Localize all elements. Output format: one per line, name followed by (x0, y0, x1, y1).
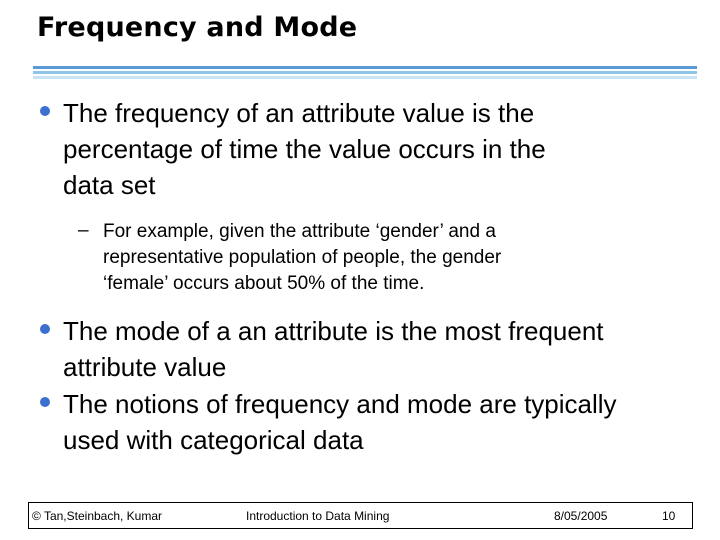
title-underline-mid (33, 71, 697, 74)
bullet-dot-icon (40, 397, 50, 407)
title-underline-dark (33, 66, 697, 69)
sub-bullet-dash: – (78, 220, 89, 241)
bullet-text: The frequency of an attribute value is the percentage of time the value occurs in the data set (63, 98, 546, 200)
bullet-text: The notions of frequency and mode are typically used with categorical data (63, 389, 617, 455)
sub-bullet-text: For example, given the attribute ‘gender’ and a representative population of people, the gender ‘female’ occurs about 50% of the time. (103, 221, 502, 294)
slide-footer (28, 502, 693, 529)
footer-date: 8/05/2005 (554, 509, 608, 523)
title-underline-light (33, 76, 697, 79)
footer-author: © Tan,Steinbach, Kumar (32, 509, 163, 523)
footer-book-title: Introduction to Data Mining (246, 509, 390, 523)
bullet-dot-icon (40, 106, 50, 116)
bullet-dot-icon (40, 324, 50, 334)
footer-page-number: 10 (662, 509, 676, 523)
slide-title: Frequency and Mode (37, 12, 358, 43)
bullet-text: The mode of a an attribute is the most frequent attribute value (63, 316, 604, 382)
